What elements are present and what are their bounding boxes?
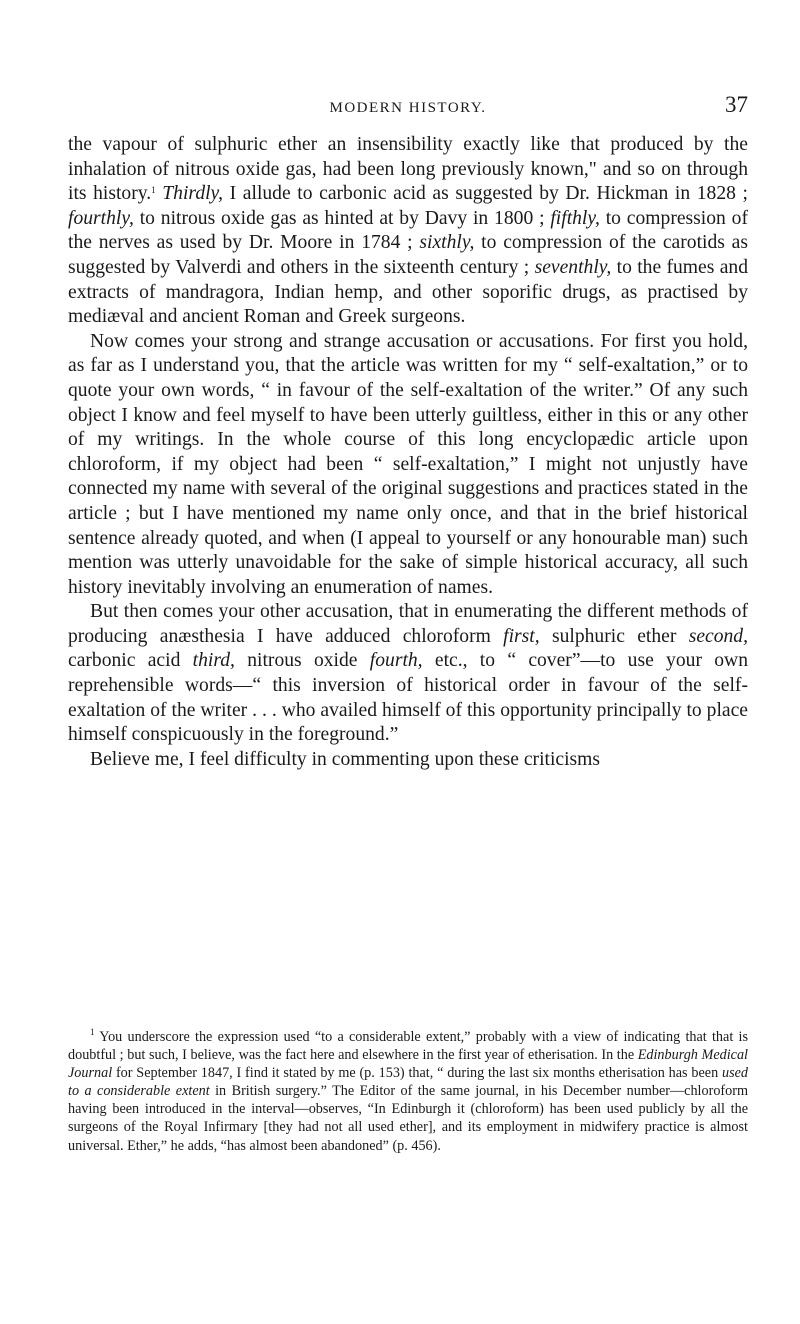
italic-run: fifthly, [550, 207, 600, 229]
italic-run: first, [503, 625, 540, 647]
text-run: to nitrous oxide gas as hinted at by Davy in 1800 ; [133, 207, 551, 229]
paragraph-4: Believe me, I feel difficulty in commenting upon these criticisms [90, 748, 601, 770]
paragraph-2: Now comes your strong and strange accusation or accusations. For first you hold, as far as I understand you, that the article was written for my “ self-exaltation,” or to quote your own words, “ in favour of the self-exaltation of the writer.” Of any such object I know and feel myself to have been utterly guiltless, either in this or any other of my writings. In the whole course of this long encyclopædic article upon chloroform, if my object had been “ self-exaltation,” I might not unjustly have connected my name with several of the original suggestions and practices stated in the article ; but I have mentioned my name only once, and that in the brief historical sentence already quoted, and when (I appeal to yourself or any honourable man) such mention was utterly unavoidable for the sake of simple historical accuracy, all such history inevitably involving an enumeration of names. [68, 330, 748, 598]
text-run: carbonic acid [68, 650, 193, 672]
text-run: sulphuric ether [539, 625, 689, 647]
italic-run: used to a considerable extent [68, 1065, 748, 1100]
text-run: for September 1847, I find it stated by me (p. 153) that, “ during the last six months etherisation has been [112, 1065, 722, 1082]
italic-run: sixthly, [419, 232, 475, 254]
text-run: But then comes your other accusation, that in enumerating the different methods of producing anæsthesia I have adduced chloroform [68, 601, 748, 647]
italic-run: seventhly, [534, 256, 612, 278]
italic-run: Edinburgh Medical Journal [68, 1047, 748, 1082]
footnote-1 [68, 1028, 748, 1155]
italic-run: fourth, [369, 650, 423, 672]
footnote-marker: 1 [90, 1027, 95, 1037]
paragraph-1 [68, 133, 748, 330]
running-title: MODERN HISTORY. [329, 100, 487, 116]
footnote-reference: 1 [151, 185, 156, 196]
paragraph-3 [68, 600, 748, 748]
italic-run: fourthly, [68, 207, 134, 229]
italic-run: third, [192, 650, 235, 672]
italic-run: Thirdly, [162, 183, 224, 205]
text-run: to compression of the carotids as suggested by Valverdi and others in the sixteenth century ; [68, 232, 748, 278]
text-run: I allude to carbonic acid as suggested by Dr. Hickman in 1828 ; [223, 183, 748, 205]
text-run: in British surgery.” The Editor of the same journal, in his December number—chloroform having been introduced in the interval—observes, “In Edinburgh it (chloroform) has been used publicly by all the surgeons of the Royal Infirmary [they had not all used ether], and its employment in midwifery practice is almost universal. Ether,” he adds, “has almost been abandoned” (p. 456). [68, 1083, 748, 1154]
italic-run: second, [688, 625, 748, 647]
text-run: to the fumes and extracts of mandragora, Indian hemp, and other soporific drugs, as practised by mediæval and ancient Roman and Greek surgeons. [68, 256, 748, 328]
text-run: You underscore the expression used “to a considerable extent,” probably with a view of indicating that that is doubtful ; but such, I believe, was the fact here and elsewhere in the first year of etherisation. In the [68, 1029, 748, 1064]
page-number: 37 [725, 92, 748, 117]
running-head [68, 92, 748, 126]
text-run: to compression of the nerves as used by Dr. Moore in 1784 ; [68, 207, 748, 254]
footnotes [68, 1028, 748, 1155]
text-run: etc., to “ cover”—to use your own reprehensible words—“ this inversion of historical order in favour of the self-exaltation of the writer . . . who availed himself of this opportunity principally to place himself conspicuously in the foreground.” [68, 650, 749, 746]
text-run: the vapour of sulphuric ether an insensibility exactly like that produced by the inhalation of nitrous oxide gas, had been long previously known," and so on through its history. [68, 134, 748, 205]
body-text [68, 133, 748, 772]
text-run: nitrous oxide [234, 650, 370, 672]
